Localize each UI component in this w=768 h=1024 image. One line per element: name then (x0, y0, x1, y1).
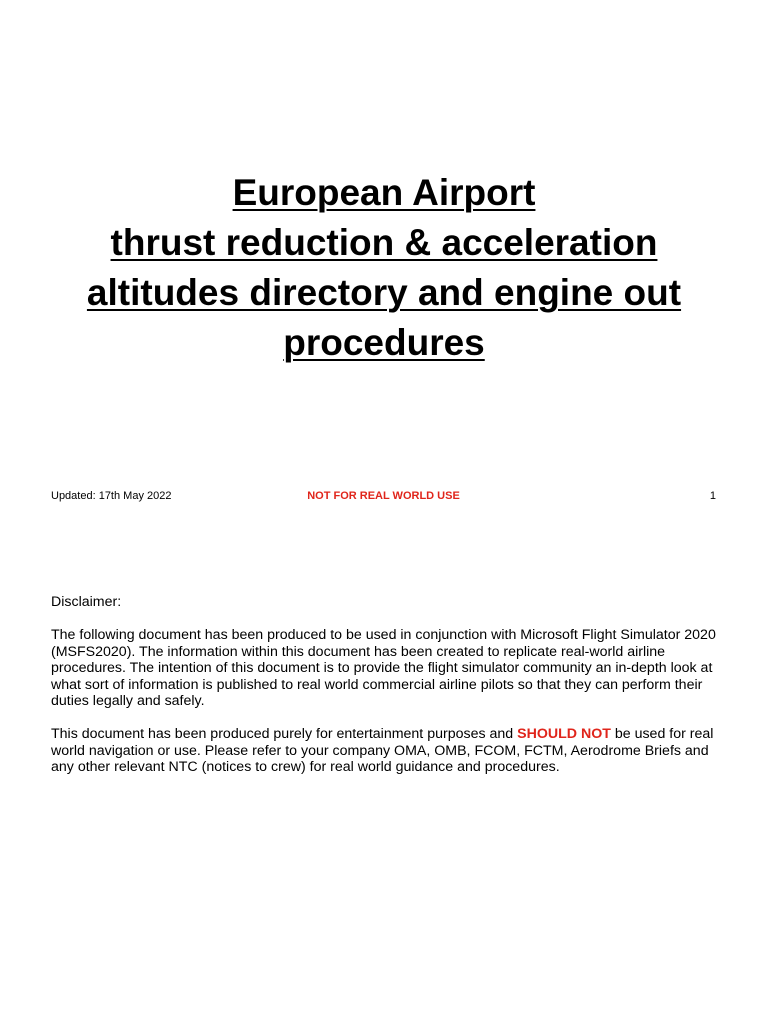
page-footer (51, 490, 716, 506)
document-title (0, 168, 768, 368)
disclaimer-paragraph-2-start: This document has been produced purely for entertainment purposes and (51, 726, 518, 742)
title-line-1: European Airport (232, 172, 536, 213)
disclaimer-paragraph-2 (51, 726, 723, 776)
disclaimer-section (51, 594, 723, 792)
disclaimer-paragraph-2-end: be used for real world navigation or use. Please refer to your company OMA, OMB, FCOM, FCTM, Aerodrome Briefs and any other relevant NTC (notices to crew) for real world guidance and procedures. (51, 726, 714, 775)
footer-warning: NOT FOR REAL WORLD USE (307, 490, 460, 502)
footer-updated-date: Updated: 17th May 2022 (51, 490, 172, 502)
title-line-3: altitudes directory and engine out (86, 272, 682, 313)
title-line-2: thrust reduction & acceleration (110, 222, 658, 263)
disclaimer-paragraph-1: The following document has been produced to be used in conjunction with Microsoft Flight Simulator 2020 (MSFS2020). The information within this document has been created to replicate real-world airline procedures. The intention of this document is to provide the flight simulator community an in-depth look at what sort of information is published to real world commercial airline pilots so that they can perform their duties legally and safely. (51, 627, 716, 709)
should-not-emphasis: SHOULD NOT (517, 726, 611, 742)
footer-page-number: 1 (709, 490, 716, 502)
title-line-4: procedures (283, 322, 485, 363)
disclaimer-heading: Disclaimer: (51, 594, 122, 610)
